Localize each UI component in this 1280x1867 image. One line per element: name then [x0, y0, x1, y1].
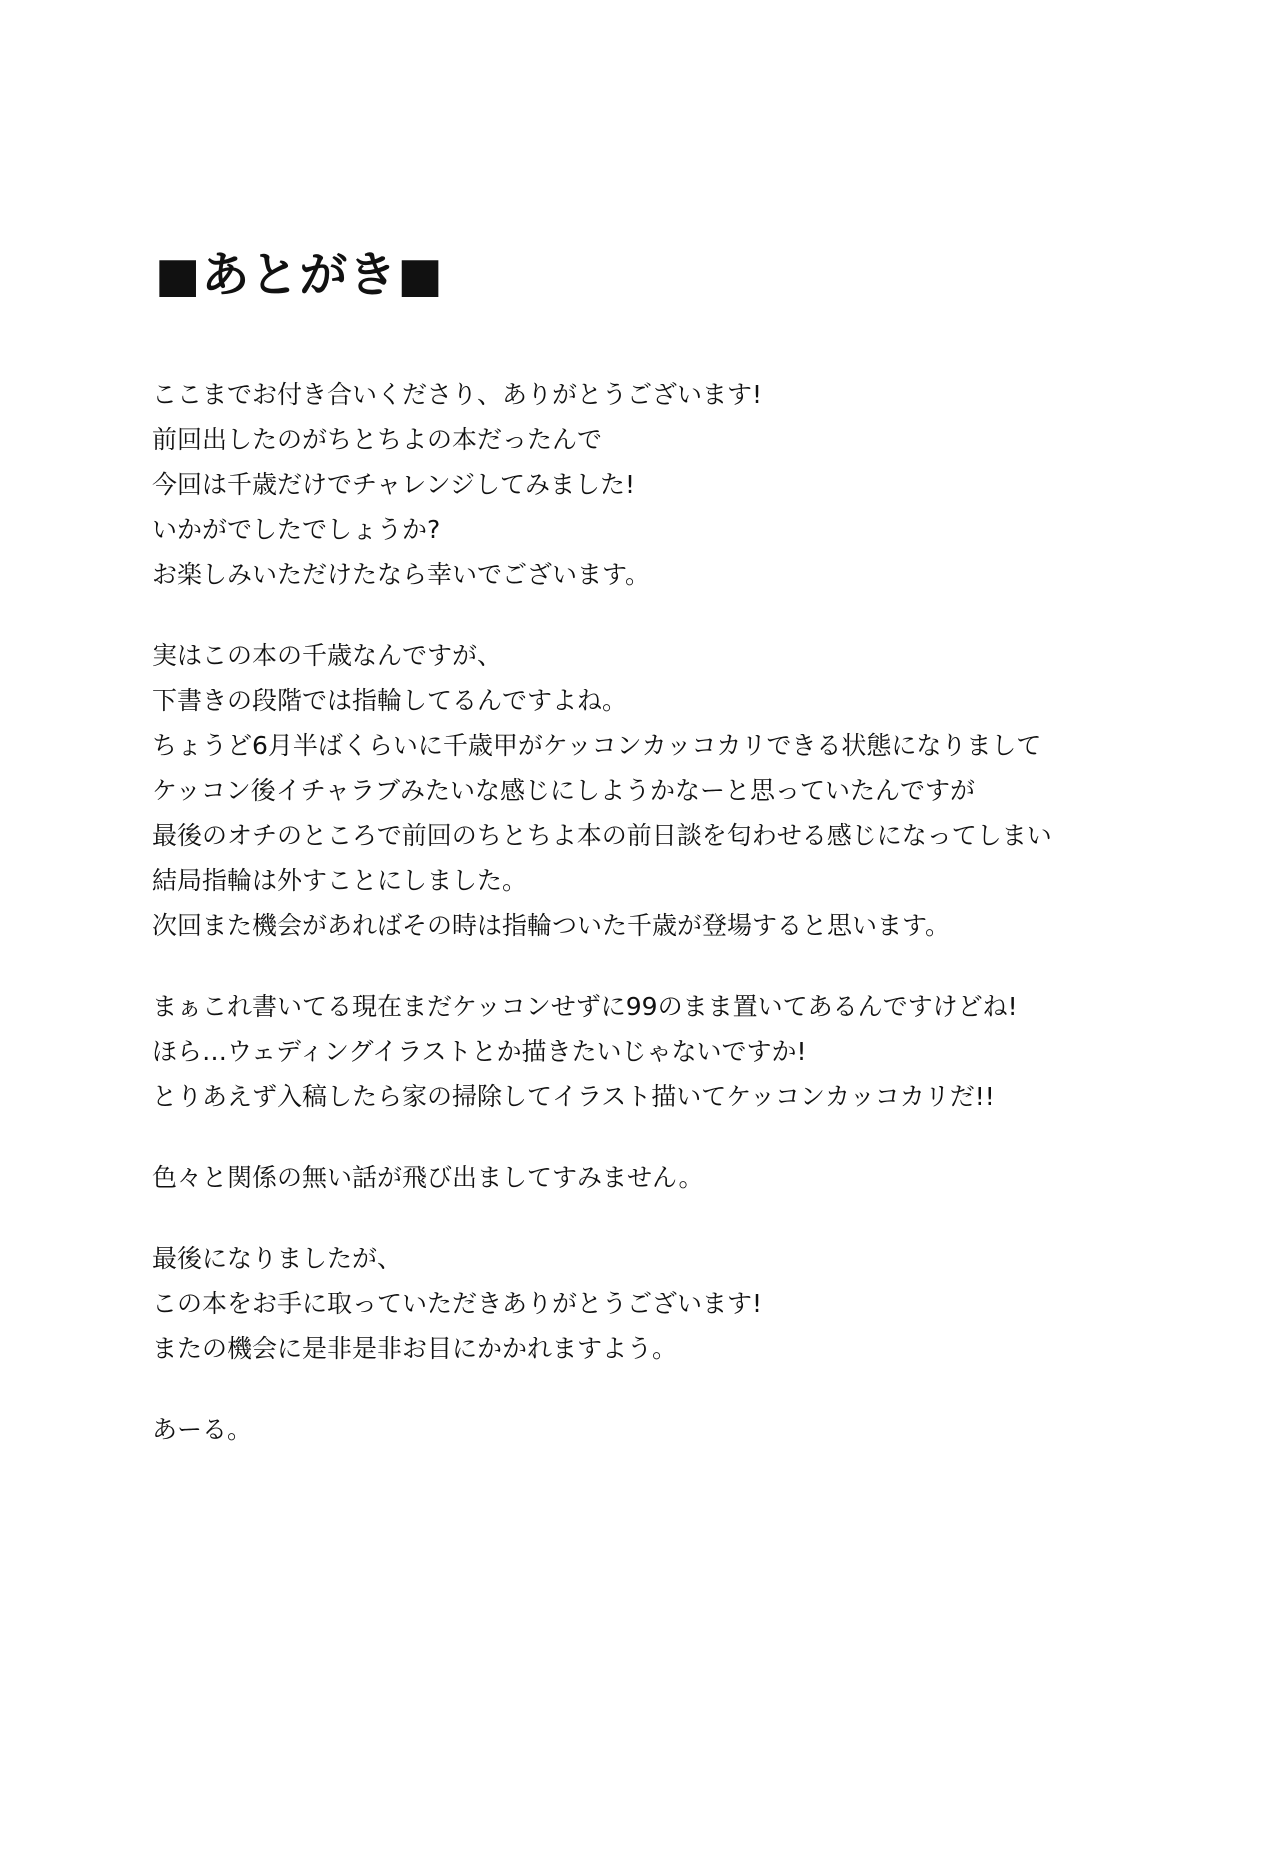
text-line: いかがでしたでしょうか? — [152, 515, 441, 544]
paragraph-3 — [152, 984, 1252, 1119]
text-line: またの機会に是非是非お目にかかれますよう。 — [152, 1334, 678, 1363]
text-line: 色々と関係の無い話が飛び出ましてすみません。 — [152, 1163, 704, 1192]
text-line: ちょうど6月半ばくらいに千歳甲がケッコンカッコカリできる状態になりまして — [152, 731, 1042, 760]
text-line: ほら…ウェディングイラストとか描きたいじゃないですか! — [152, 1037, 807, 1066]
paragraph-2 — [152, 633, 1252, 948]
text-line: 最後になりましたが、 — [152, 1244, 403, 1273]
text-line: 下書きの段階では指輪してるんですよね。 — [152, 686, 628, 715]
text-line: 結局指輪は外すことにしました。 — [152, 866, 528, 895]
text-line: この本をお手に取っていただきありがとうございます! — [152, 1289, 763, 1318]
text-line: 前回出したのがちとちよの本だったんで — [152, 425, 603, 454]
text-line: とりあえず入稿したら家の掃除してイラスト描いてケッコンカッコカリだ!! — [152, 1082, 995, 1111]
text-line: お楽しみいただけたなら幸いでございます。 — [152, 560, 651, 589]
paragraph-4 — [152, 1155, 1252, 1200]
text-line: ケッコン後イチャラブみたいな感じにしようかなーと思っていたんですが — [152, 776, 976, 805]
text-line: 実はこの本の千歳なんですが、 — [152, 641, 503, 670]
text-line: まぁこれ書いてる現在まだケッコンせずに99のまま置いてあるんですけどね! — [152, 992, 1018, 1021]
text-line: 今回は千歳だけでチャレンジしてみました! — [152, 470, 636, 499]
paragraph-5 — [152, 1236, 1252, 1371]
text-line: ここまでお付き合いくださり、ありがとうございます! — [152, 380, 763, 409]
author-signature: あーる。 — [152, 1415, 253, 1444]
page-title: ■あとがき■ — [155, 247, 444, 303]
paragraph-1 — [152, 372, 1252, 597]
afterword-body — [152, 372, 1252, 1452]
text-line: 最後のオチのところで前回のちとちよ本の前日談を匂わせる感じになってしまい — [152, 821, 1052, 850]
text-line: 次回また機会があればその時は指輪ついた千歳が登場すると思います。 — [152, 911, 951, 940]
